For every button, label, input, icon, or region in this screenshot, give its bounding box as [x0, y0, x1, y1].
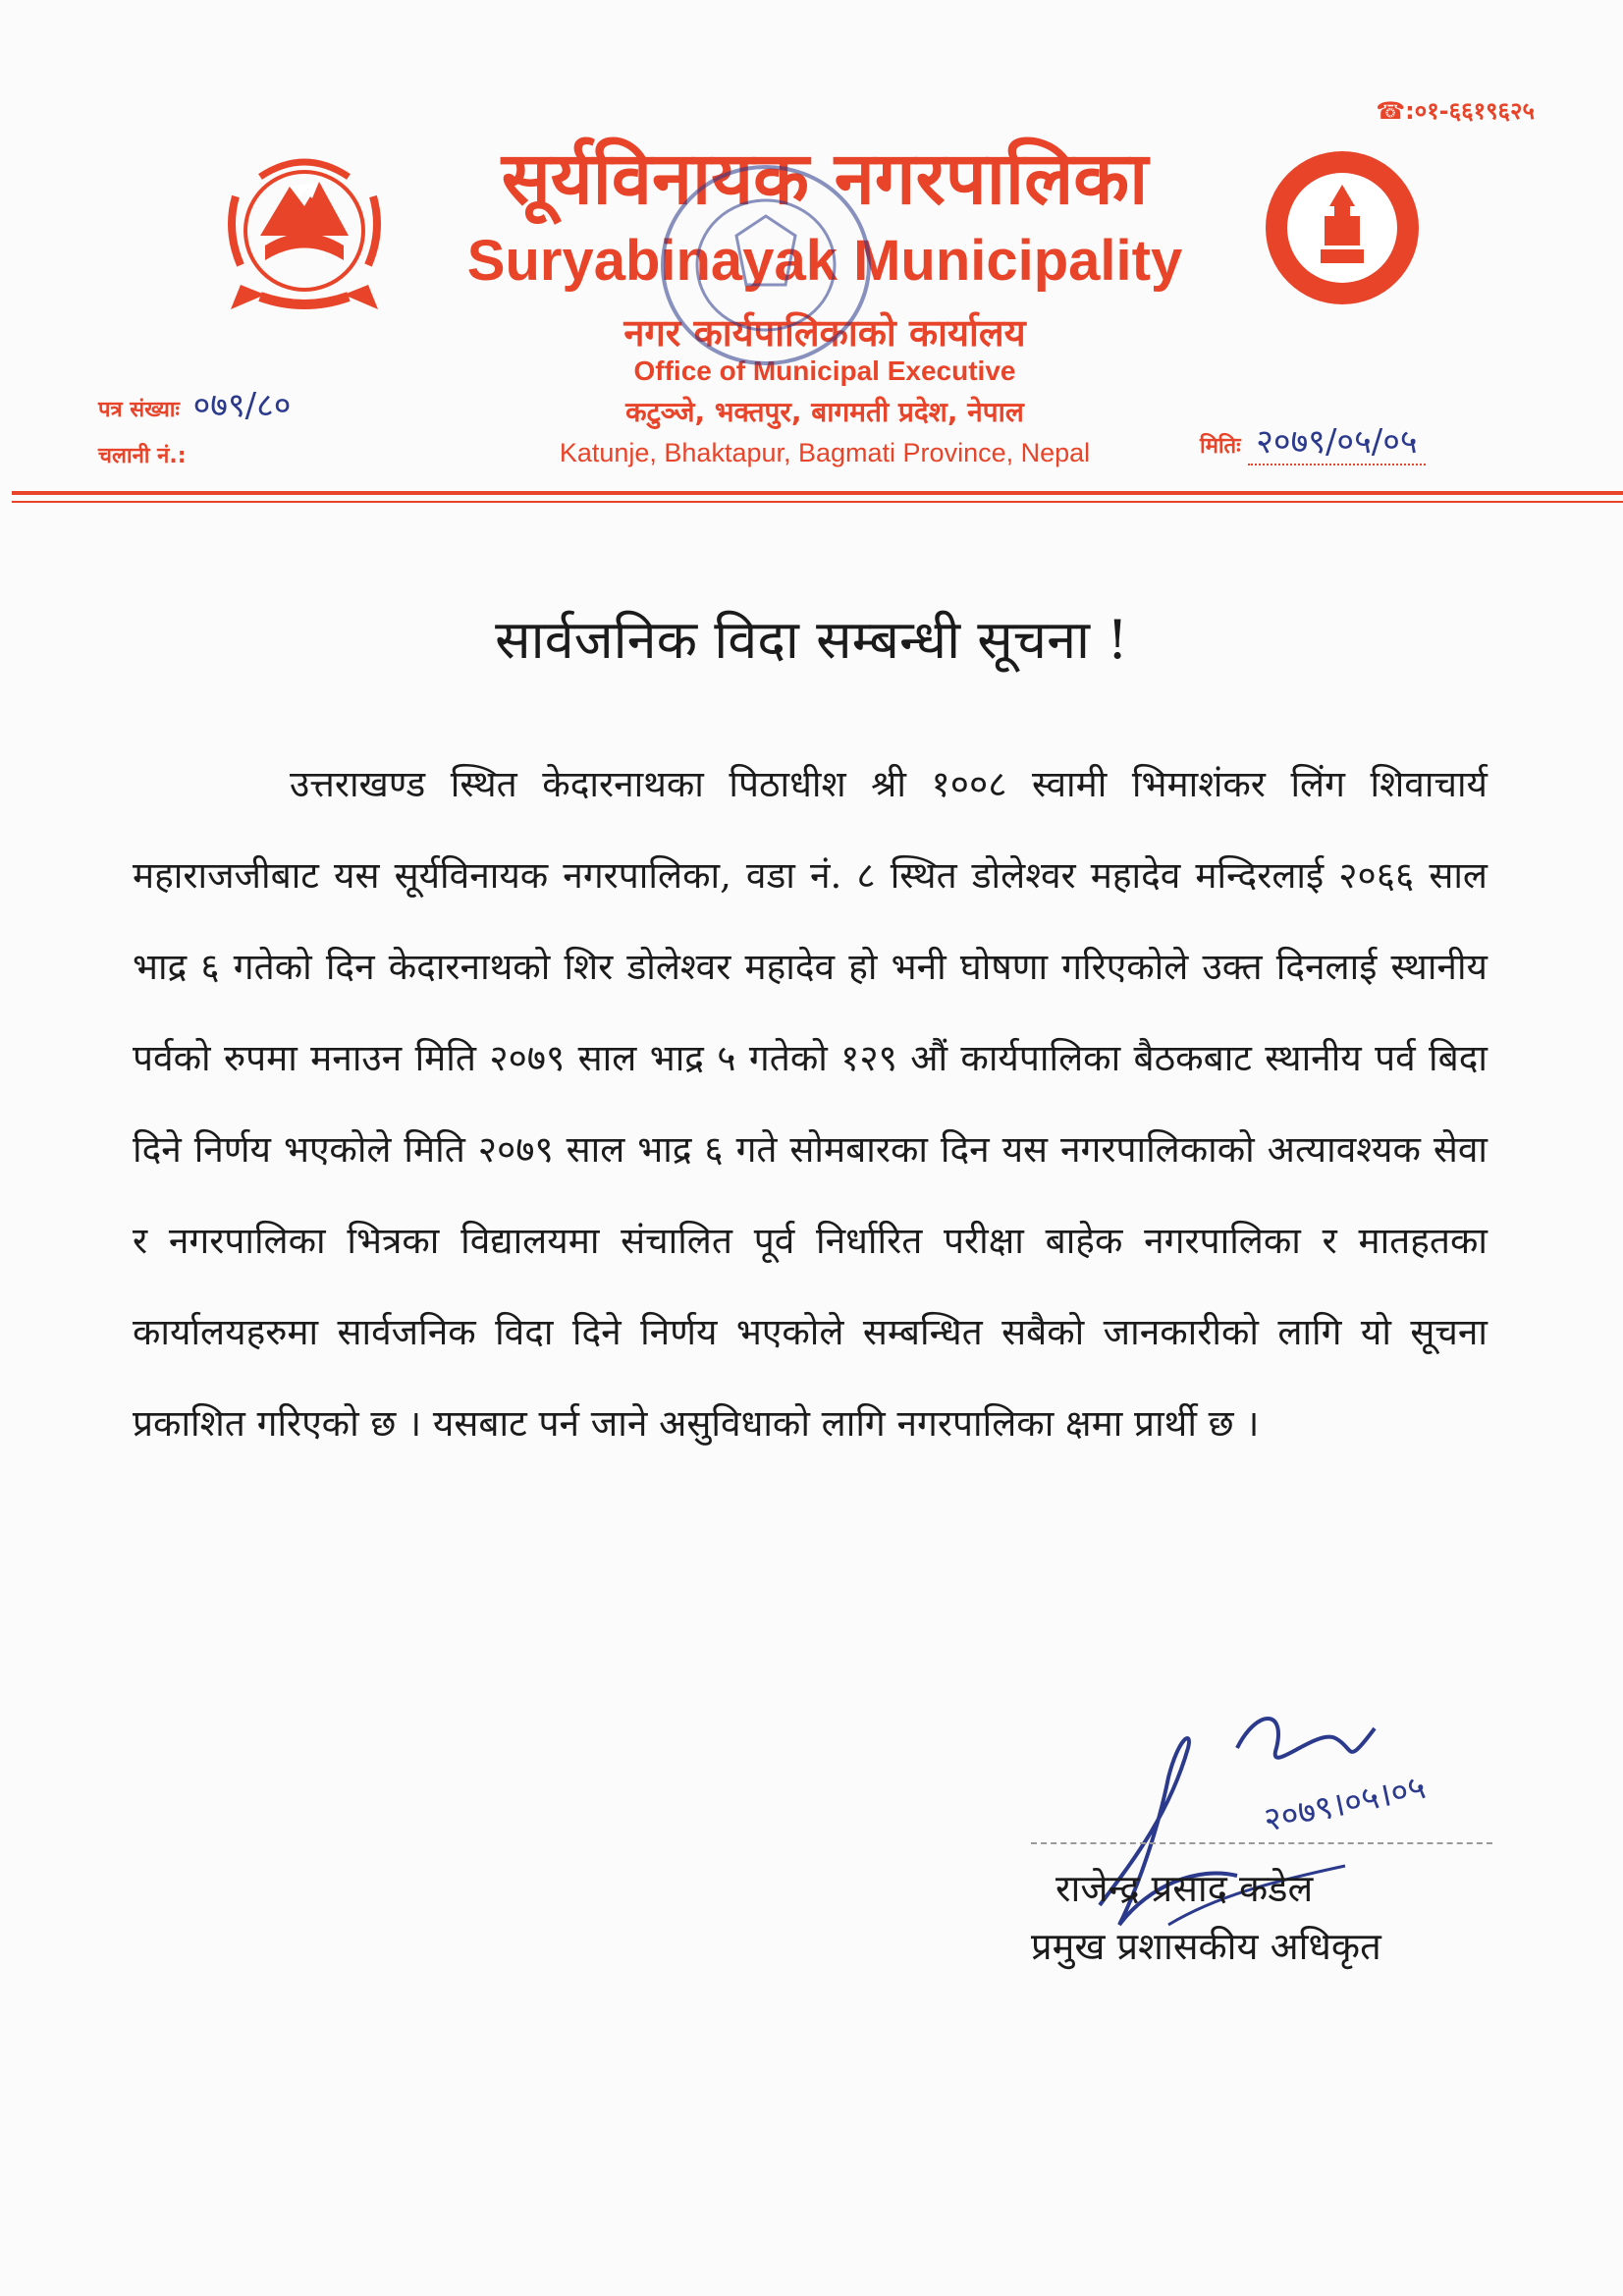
signature-date: २०७९।०५।०५ [1260, 1767, 1430, 1840]
header-divider-thin [12, 501, 1623, 503]
address-english: Katunje, Bhaktapur, Bagmati Province, Nepal [559, 438, 1091, 467]
office-name-english: Office of Municipal Executive [633, 355, 1016, 386]
letter-number-label: पत्र संख्याः [98, 398, 180, 422]
signatory-name: राजेन्द्र प्रसाद कडेल [1055, 1867, 1314, 1910]
date-value: २०७९/०५/०५ [1248, 422, 1425, 465]
date-label: मितिः [1200, 434, 1241, 459]
header-divider-thick [12, 491, 1623, 495]
notice-heading: सार्वजनिक विदा सम्बन्धी सूचना ! [495, 609, 1128, 671]
notice-body: उत्तराखण्ड स्थित केदारनाथका पिठाधीश श्री १००८ स्वामी भिमाशंकर लिंग शिवाचार्य महाराजजीबाट यस सूर्यविनायक नगरपालिका, वडा नं. ८ स्थित डोलेश्वर महादेव मन्दिरलाई २०६६ साल भाद्र ६ गतेको दिन केदारनाथको शिर डोलेश्वर महादेव हो भनी घोषणा गरिएकोले उक्त दिनलाई स्थानीय पर्वको रुपमा मनाउन मिति २०७९ साल भाद्र ५ गतेको १२९ औं कार्यपालिका बैठकबाट स्थानीय पर्व बिदा दिने निर्णय भएकोले मिति २०७९ साल भाद्र ६ गते सोमबारका दिन यस नगरपालिकाको अत्यावश्यक सेवा र नगरपालिका भित्रका विद्यालयमा संचालित पूर्व निर्धारित परीक्षा बाहेक नगरपालिका र मातहतका कार्यालयहरुमा सार्वजनिक विदा दिने निर्णय भएकोले सम्बन्धित सबैको जानकारीको लागि यो सूचना प्रकाशित गरिएको छ । यसबाट पर्न जाने असुविधाको लागि नगरपालिका क्षमा प्रार्थी छ । [133, 763, 1488, 1445]
date-field [1200, 417, 1426, 463]
phone-number: ☎:०१-६६१९६२५ [1376, 97, 1535, 125]
letter-number-value: ०७९/८० [192, 386, 292, 425]
municipality-name-english: Suryabinayak Municipality [466, 229, 1183, 293]
letter-number [98, 381, 291, 426]
signatory-title: प्रमुख प्रशासकीय अधिकृत [1031, 1925, 1381, 1968]
dispatch-number-label: चलानी नं.: [98, 444, 187, 468]
municipality-name-nepali: सूर्यविनायक नगरपालिका [501, 137, 1149, 221]
office-stamp-icon [628, 147, 903, 383]
office-name-nepali: नगर कार्यपालिकाको कार्यालय [623, 311, 1026, 355]
nepal-emblem-icon [206, 137, 403, 324]
address-nepali: कटुञ्जे, भक्तपुर, बागमती प्रदेश, नेपाल [625, 396, 1024, 428]
municipality-logo-icon [1262, 147, 1424, 309]
signature-line [1031, 1842, 1492, 1844]
